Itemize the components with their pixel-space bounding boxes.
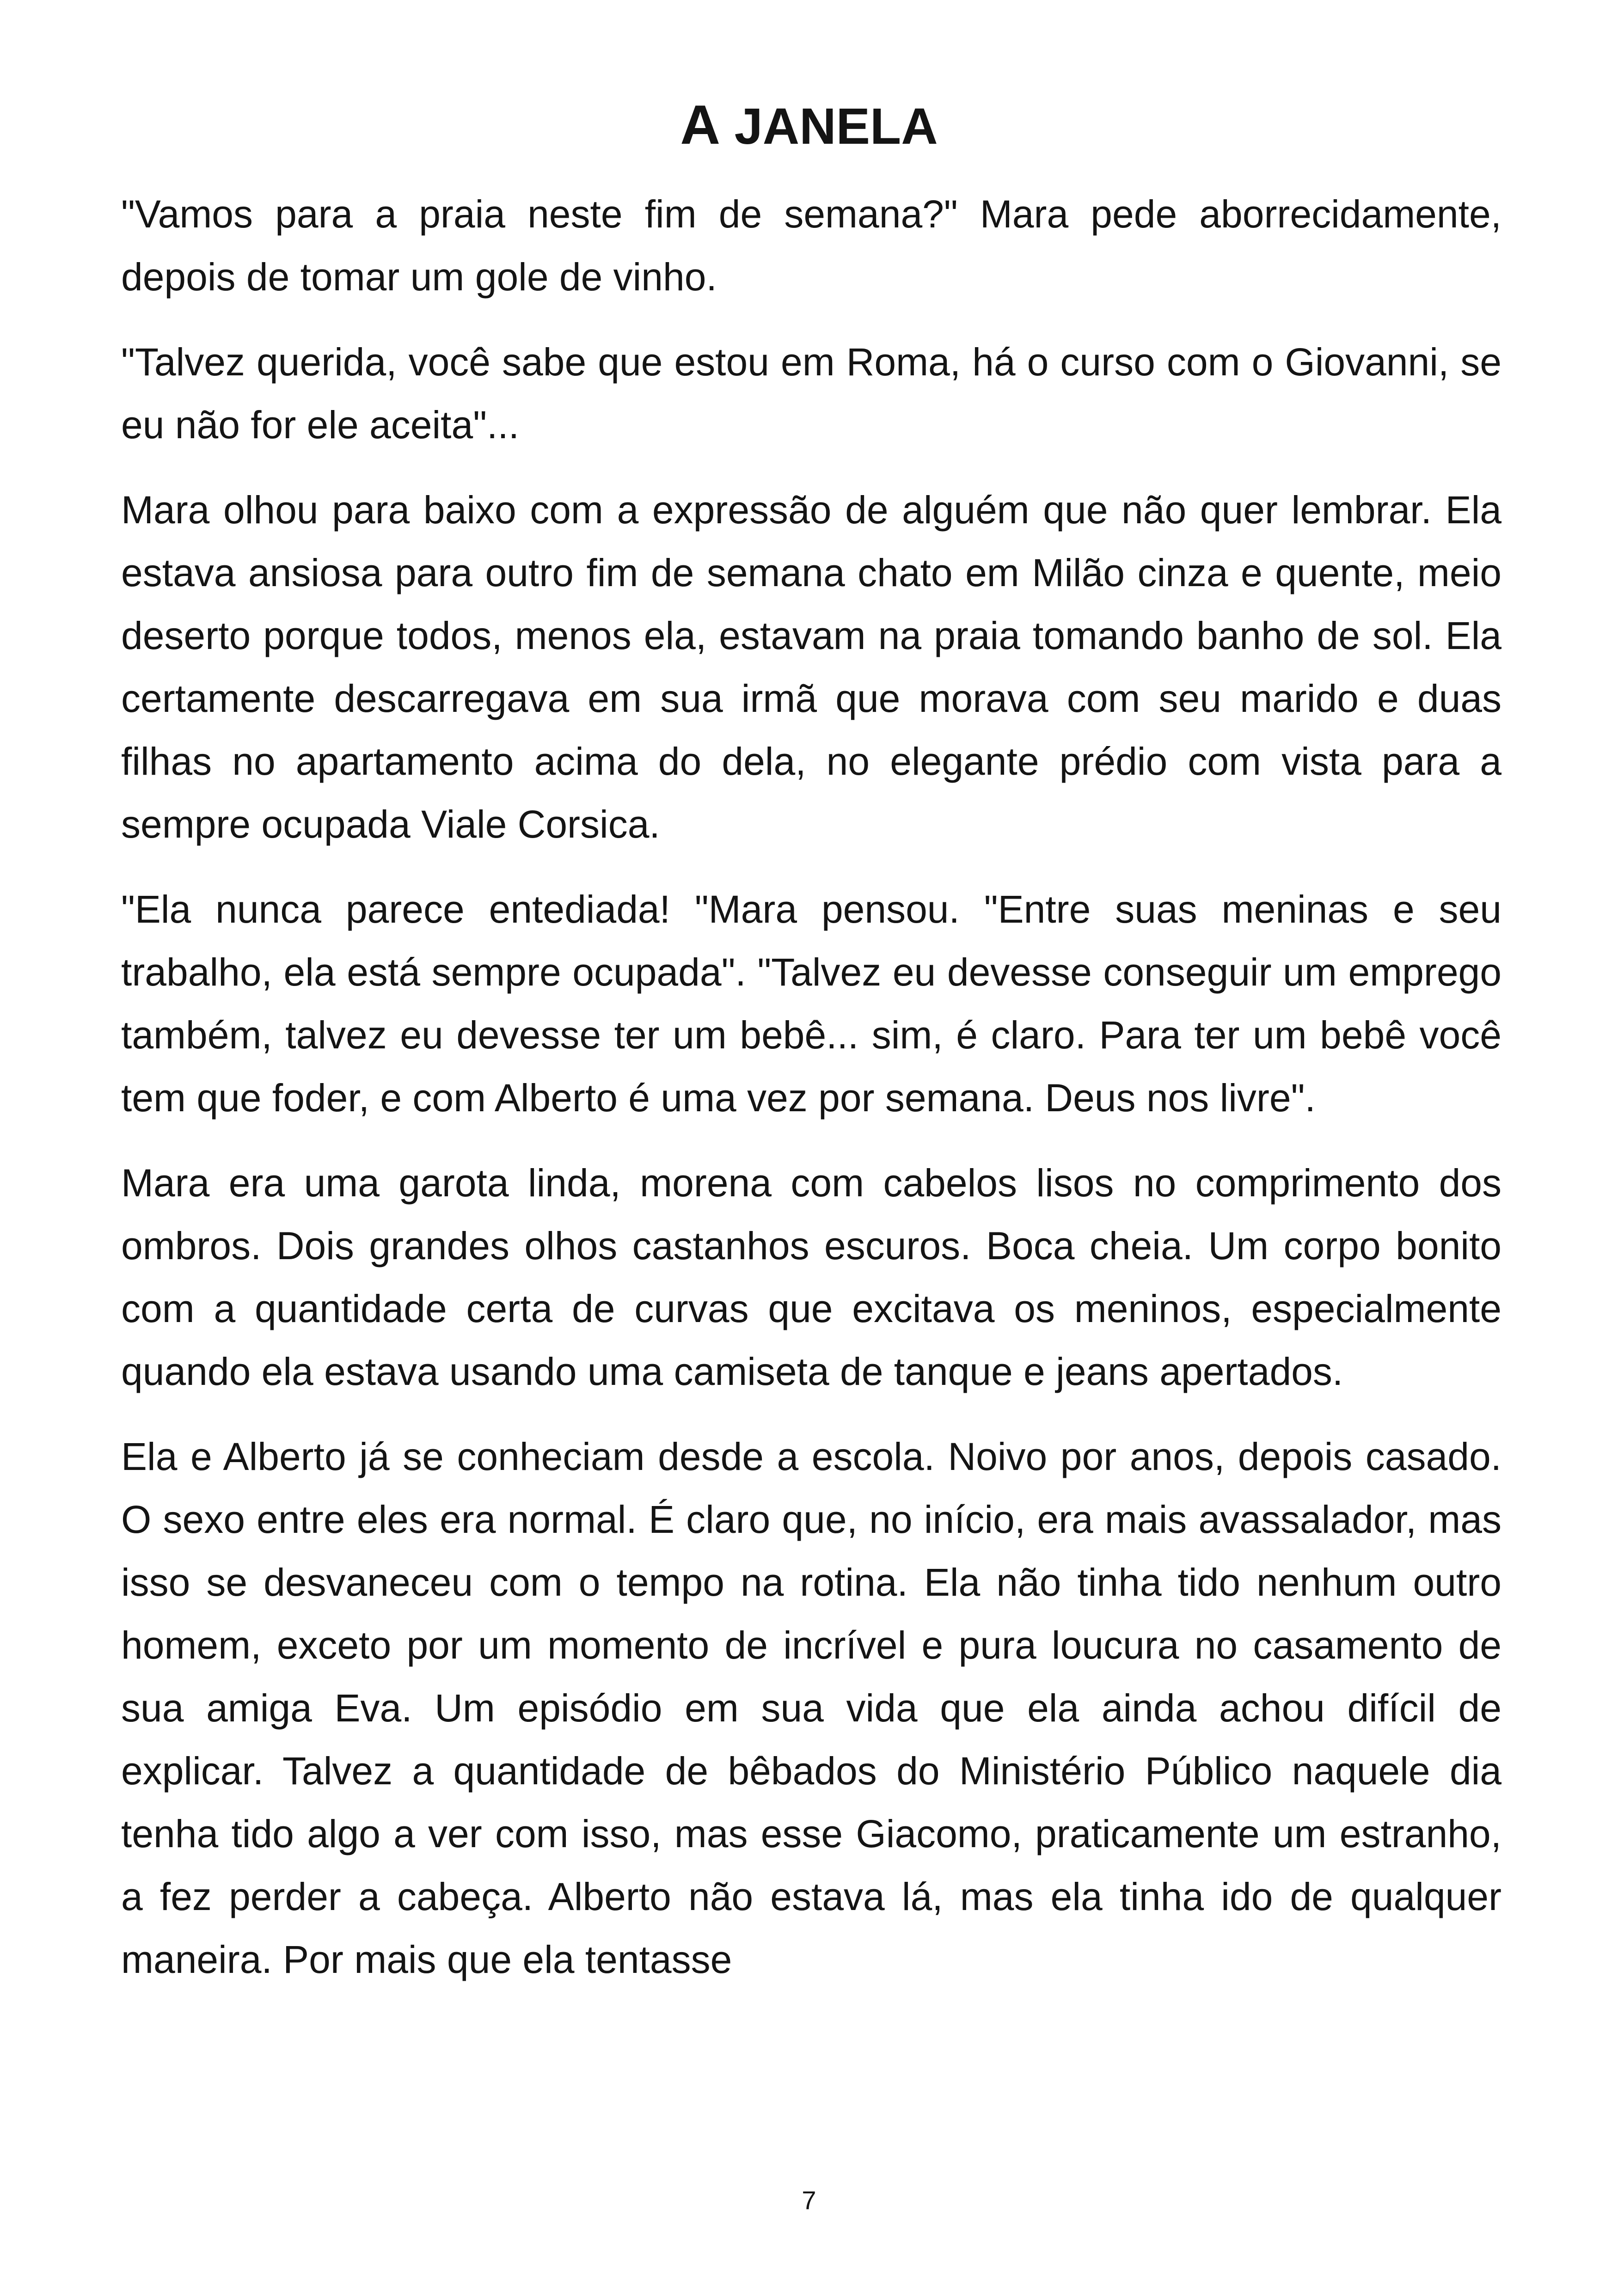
chapter-title-rest: JANELA <box>734 98 938 155</box>
paragraph-6: Ela e Alberto já se conheciam desde a escola. Noivo por anos, depois casado. O sexo entre eles era normal. É claro que, no início, era mais avassalador, mas isso se desvaneceu com o tempo na rotina. Ela não tinha tido nenhum outro homem, exceto por um momento de incrível e pura loucura no casamento de sua amiga Eva. Um episódio em sua vida que ela ainda achou difícil de explicar. Talvez a quantidade de bêbados do Ministério Público naquele dia tenha tido algo a ver com isso, mas esse Giacomo, praticamente um estranho, a fez perder a cabeça. Alberto não estava lá, mas ela tinha ido de qualquer maneira. Por mais que ela tentasse <box>121 1435 1502 1981</box>
paragraph-4: "Ela nunca parece entediada! "Mara pensou. "Entre suas meninas e seu trabalho, ela está sempre ocupada". "Talvez eu devesse conseguir um emprego também, talvez eu devesse ter um bebê... sim, é claro. Para ter um bebê você tem que foder, e com Alberto é uma vez por semana. Deus nos livre". <box>121 888 1502 1120</box>
chapter-title <box>0 90 1618 161</box>
page-number: 7 <box>802 2186 816 2215</box>
chapter-title-initial: A <box>680 94 721 156</box>
body-text <box>121 183 1502 2013</box>
paragraph-5: Mara era uma garota linda, morena com cabelos lisos no comprimento dos ombros. Dois grandes olhos castanhos escuros. Boca cheia. Um corpo bonito com a quantidade certa de curvas que excitava os meninos, especialmente quando ela estava usando uma camiseta de tanque e jeans apertados. <box>121 1161 1502 1393</box>
paragraph-1: "Vamos para a praia neste fim de semana?" Mara pede aborrecidamente, depois de tomar um gole de vinho. <box>121 192 1502 299</box>
paragraph-3: Mara olhou para baixo com a expressão de alguém que não quer lembrar. Ela estava ansiosa para outro fim de semana chato em Milão cinza e quente, meio deserto porque todos, menos ela, estavam na praia tomando banho de sol. Ela certamente descarregava em sua irmã que morava com seu marido e duas filhas no apartamento acima do dela, no elegante prédio com vista para a sempre ocupada Viale Corsica. <box>121 488 1502 846</box>
paragraph-2: "Talvez querida, você sabe que estou em Roma, há o curso com o Giovanni, se eu não for ele aceita"... <box>121 340 1502 447</box>
